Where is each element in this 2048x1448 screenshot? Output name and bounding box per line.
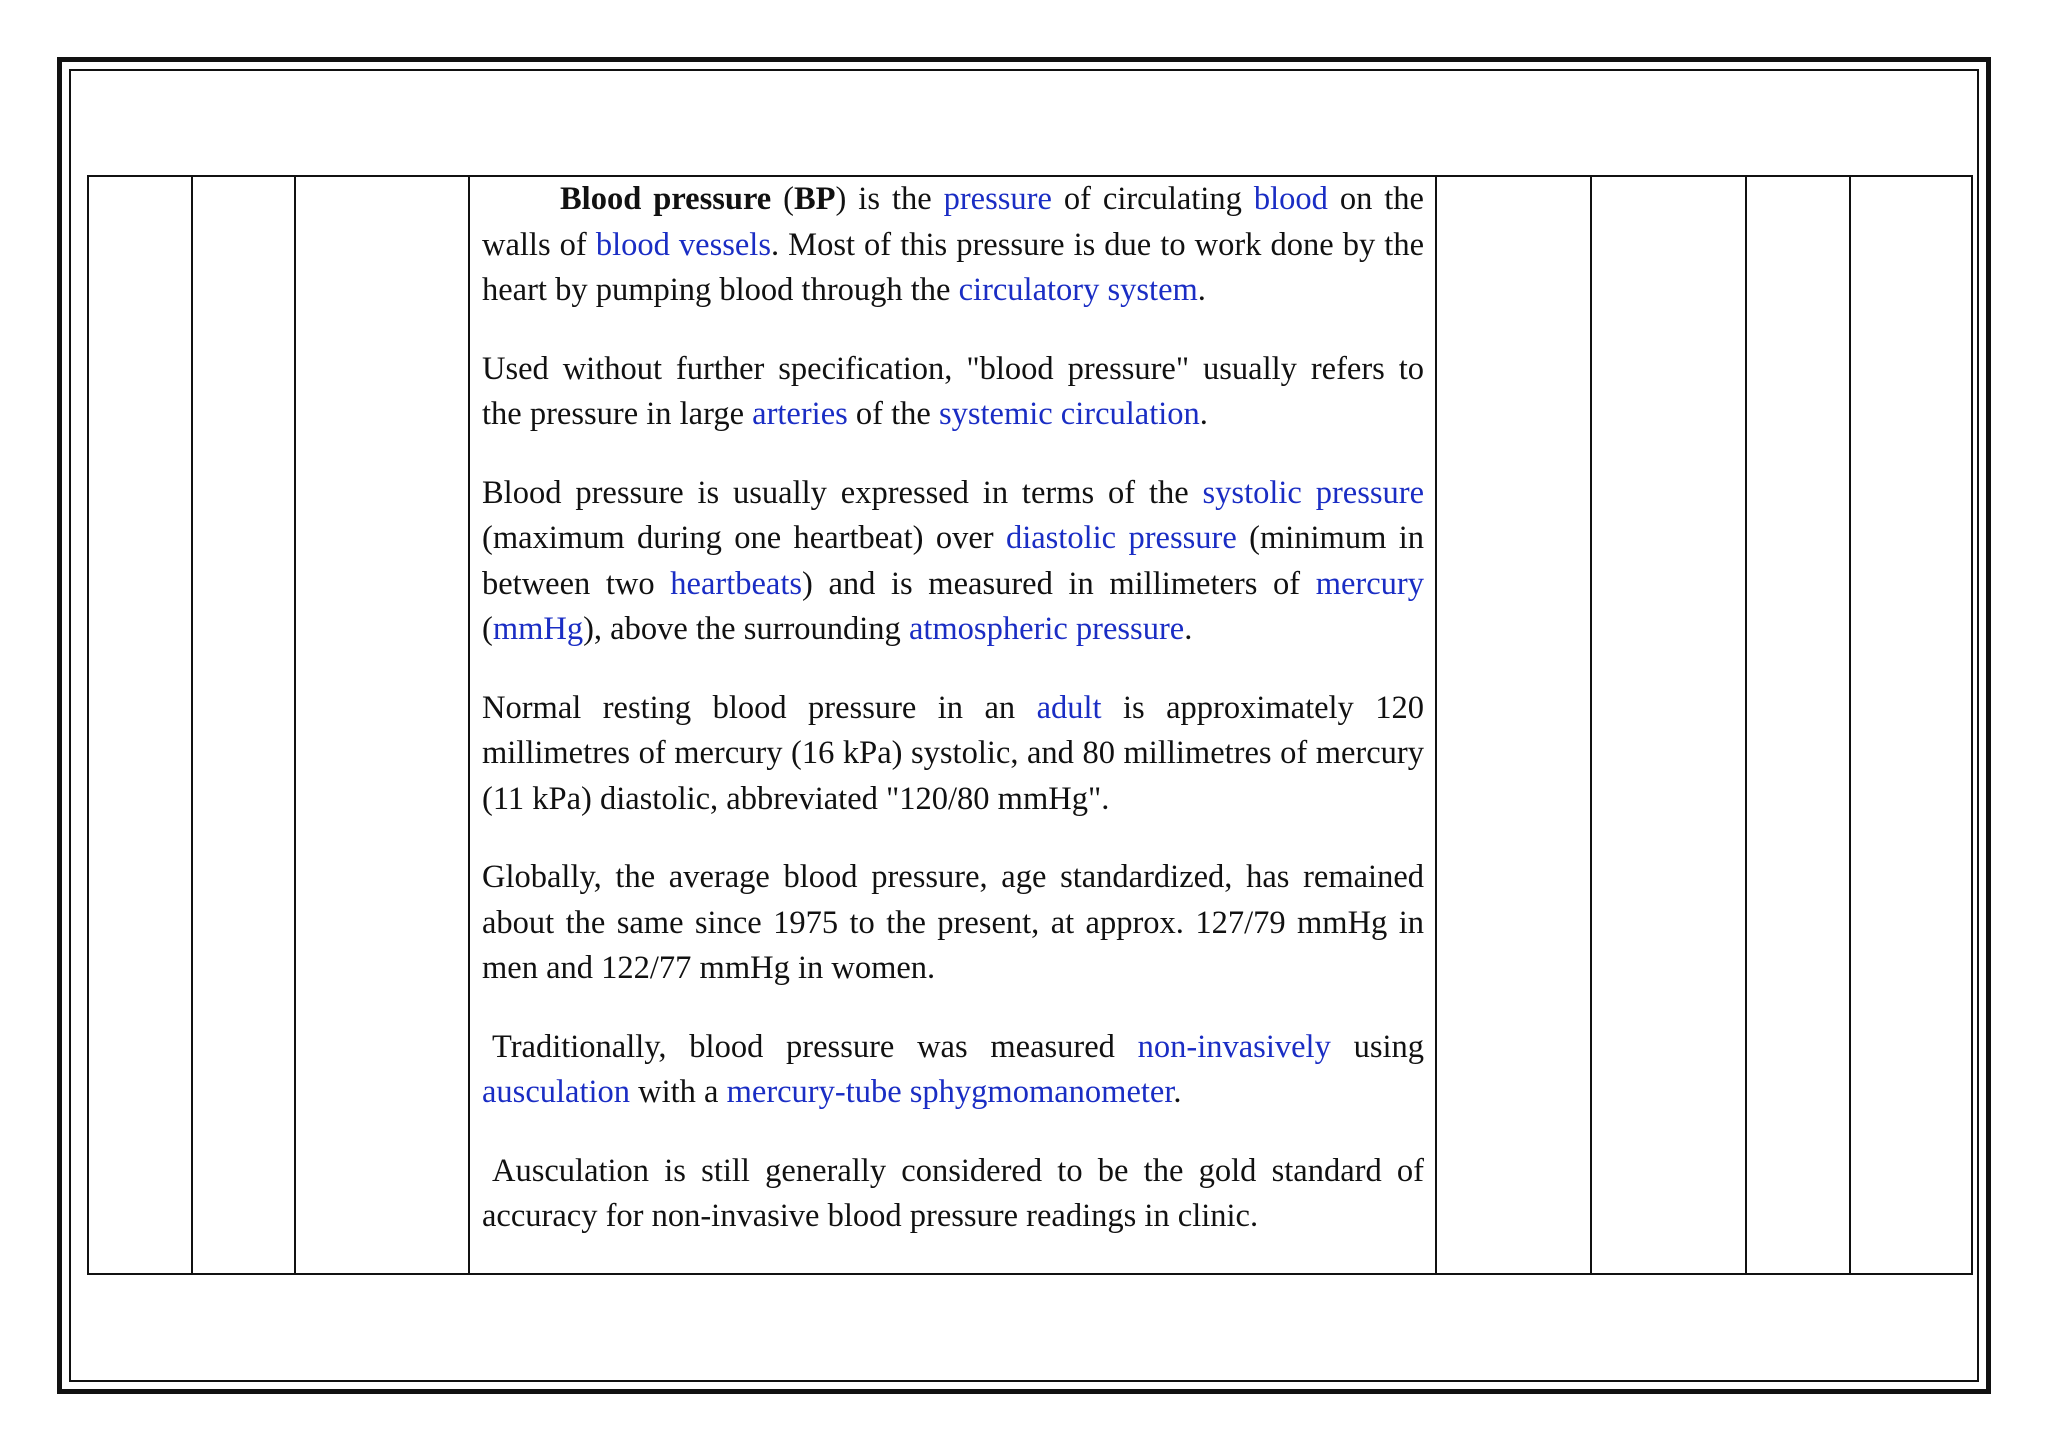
text-run: Globally, the average blood pressure, age standardized, has remained about the same since 1975 to the present, at approx. 127/79 mmHg in men and 122/77 mmHg in women.	[482, 859, 1424, 986]
text-run: of circulating	[1051, 181, 1254, 217]
text-run: Normal resting blood pressure in an	[482, 689, 1037, 726]
empty-cell-8	[1850, 176, 1972, 1274]
text-run: is approximately 120 millimetres of mercury (16 kPa) systolic, and 80 millimetres of mercury (11 kPa) diastolic, abbreviated "120/80 mmHg".	[482, 689, 1424, 817]
empty-cell-7	[1746, 176, 1850, 1274]
hyperlink[interactable]: systolic pressure	[1202, 474, 1424, 511]
text-run: (minimum in between two	[482, 520, 1425, 602]
hyperlink[interactable]: heartbeats	[670, 565, 803, 602]
paragraph-gold-standard	[482, 1149, 1424, 1240]
paragraph-expression	[482, 471, 1424, 653]
text-run: .	[1173, 1074, 1182, 1110]
text-run: (	[771, 181, 794, 217]
empty-cell-1	[88, 176, 192, 1274]
empty-cell-3	[295, 176, 469, 1274]
hyperlink[interactable]: circulatory system	[958, 272, 1198, 308]
hyperlink[interactable]: diastolic pressure	[1005, 520, 1237, 556]
text-run: (	[482, 611, 493, 647]
hyperlink[interactable]: mercury-tube sphygmomanometer	[726, 1074, 1174, 1110]
text-run: .	[1199, 396, 1208, 432]
content-table	[87, 175, 1973, 1275]
bold-term: BP	[794, 181, 836, 217]
hyperlink[interactable]: adult	[1036, 689, 1102, 726]
text-run: Traditionally, blood pressure was measured	[492, 1028, 1138, 1065]
text-run: on the walls of	[482, 181, 1424, 263]
paragraph-measurement	[482, 1025, 1424, 1116]
paragraph-global-average	[482, 855, 1424, 992]
text-run: .	[1197, 272, 1206, 308]
text-run: ), above the surrounding	[583, 611, 909, 647]
empty-cell-2	[192, 176, 295, 1274]
text-run: .	[1184, 611, 1193, 647]
hyperlink[interactable]: blood	[1253, 181, 1328, 217]
paragraph-usage	[482, 347, 1424, 438]
table-row	[88, 176, 1972, 1274]
hyperlink[interactable]: pressure	[943, 181, 1052, 217]
paragraph-definition	[482, 177, 1424, 314]
hyperlink[interactable]: mmHg	[492, 611, 584, 647]
hyperlink[interactable]: atmospheric pressure	[908, 611, 1185, 647]
hyperlink[interactable]: non-invasively	[1137, 1028, 1331, 1065]
text-run: ) is the	[835, 181, 944, 217]
hyperlink[interactable]: ausculation	[482, 1074, 631, 1110]
text-run: Ausculation is still generally considered to be the gold standard of accuracy for non-invasive blood pressure readings in clinic.	[482, 1152, 1424, 1234]
text-run: Used without further specification, "blood pressure" usually refers to the pressure in large	[482, 350, 1424, 432]
text-cell	[469, 176, 1436, 1274]
text-run: with a	[630, 1074, 727, 1110]
text-run: Blood pressure is usually expressed in terms of the	[482, 474, 1203, 511]
hyperlink[interactable]: systemic circulation	[938, 396, 1200, 432]
hyperlink[interactable]: arteries	[752, 396, 848, 432]
text-run: . Most of this pressure is due to work done by the heart by pumping blood through the	[482, 226, 1424, 308]
bold-term: Blood pressure	[560, 181, 772, 217]
empty-cell-6	[1591, 176, 1746, 1274]
hyperlink[interactable]: blood vessels	[595, 226, 771, 263]
hyperlink[interactable]: mercury	[1315, 565, 1424, 602]
paragraph-normal-values	[482, 686, 1424, 823]
text-run: (maximum during one heartbeat) over	[482, 520, 1006, 556]
empty-cell-5	[1436, 176, 1591, 1274]
text-run: using	[1330, 1028, 1424, 1065]
text-run: of the	[847, 396, 939, 432]
text-run: ) and is measured in millimeters of	[802, 565, 1316, 602]
